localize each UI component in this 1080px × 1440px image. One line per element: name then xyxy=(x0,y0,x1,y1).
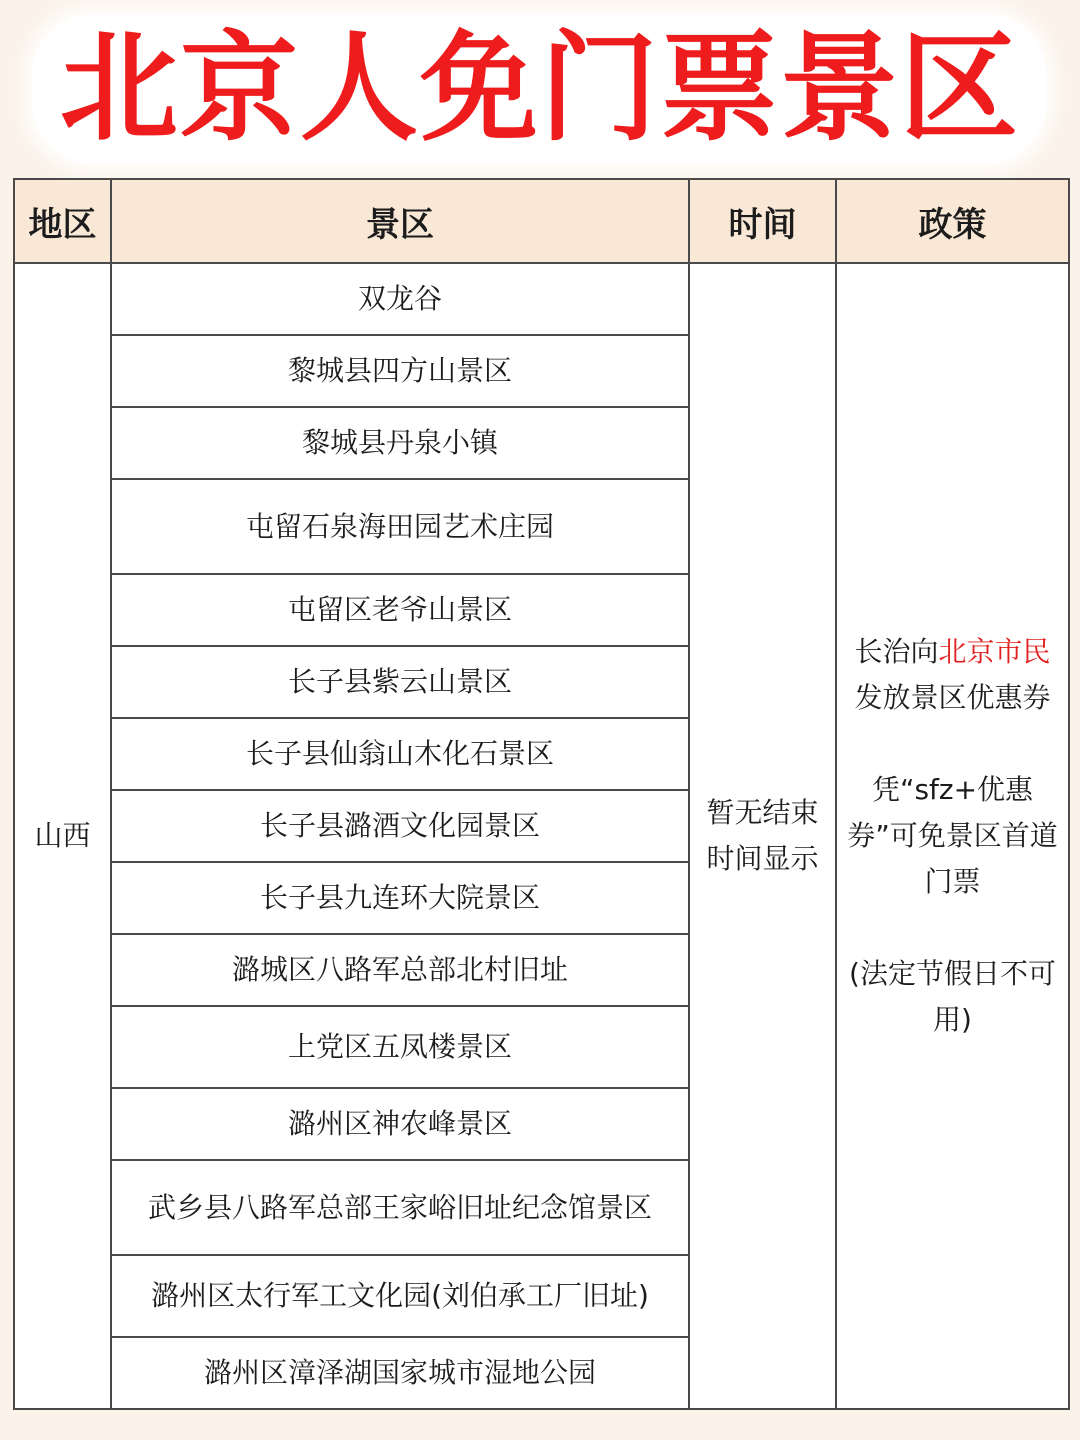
page-title: 北京人免门票景区 xyxy=(59,19,1020,157)
policy-spacer xyxy=(843,721,1062,767)
header-policy: 政策 xyxy=(836,179,1069,263)
site-cell: 长子县仙翁山木化石景区 xyxy=(111,718,689,790)
site-cell: 潞城区八路军总部北村旧址 xyxy=(111,934,689,1006)
time-line-2: 时间显示 xyxy=(706,842,819,875)
site-cell: 长子县九连环大院景区 xyxy=(111,862,689,934)
header-site: 景区 xyxy=(111,179,689,263)
table-row xyxy=(14,263,1069,335)
site-cell: 上党区五凤楼景区 xyxy=(111,1006,689,1088)
table-header-row xyxy=(14,179,1069,263)
policy-paragraph-2: 凭“sfz+优惠券”可免景区首道门票 xyxy=(847,773,1058,898)
site-cell: 武乡县八路军总部王家峪旧址纪念馆景区 xyxy=(111,1160,689,1255)
policy-cell xyxy=(836,263,1069,1409)
site-cell: 潞州区漳泽湖国家城市湿地公园 xyxy=(111,1337,689,1409)
time-line-1: 暂无结束 xyxy=(706,796,819,829)
scenic-spot-table xyxy=(13,178,1070,1410)
site-cell: 潞州区太行军工文化园(刘伯承工厂旧址) xyxy=(111,1255,689,1337)
title-banner xyxy=(0,0,1080,176)
header-time: 时间 xyxy=(689,179,836,263)
policy-text-suffix: 发放景区优惠券 xyxy=(854,681,1051,714)
site-cell: 潞州区神农峰景区 xyxy=(111,1088,689,1160)
policy-highlight-beijing-residents: 北京市民 xyxy=(938,635,1051,668)
policy-text-prefix: 长治向 xyxy=(854,635,939,668)
policy-spacer xyxy=(843,905,1062,951)
region-cell: 山西 xyxy=(14,263,111,1409)
site-cell: 双龙谷 xyxy=(111,263,689,335)
site-cell: 黎城县四方山景区 xyxy=(111,335,689,407)
site-cell: 屯留石泉海田园艺术庄园 xyxy=(111,479,689,574)
site-cell: 长子县潞酒文化园景区 xyxy=(111,790,689,862)
policy-paragraph-3: (法定节假日不可用) xyxy=(849,957,1056,1036)
site-cell: 长子县紫云山景区 xyxy=(111,646,689,718)
site-cell: 屯留区老爷山景区 xyxy=(111,574,689,646)
site-cell: 黎城县丹泉小镇 xyxy=(111,407,689,479)
time-cell xyxy=(689,263,836,1409)
header-region: 地区 xyxy=(14,179,111,263)
policy-paragraph-1 xyxy=(843,629,1062,721)
